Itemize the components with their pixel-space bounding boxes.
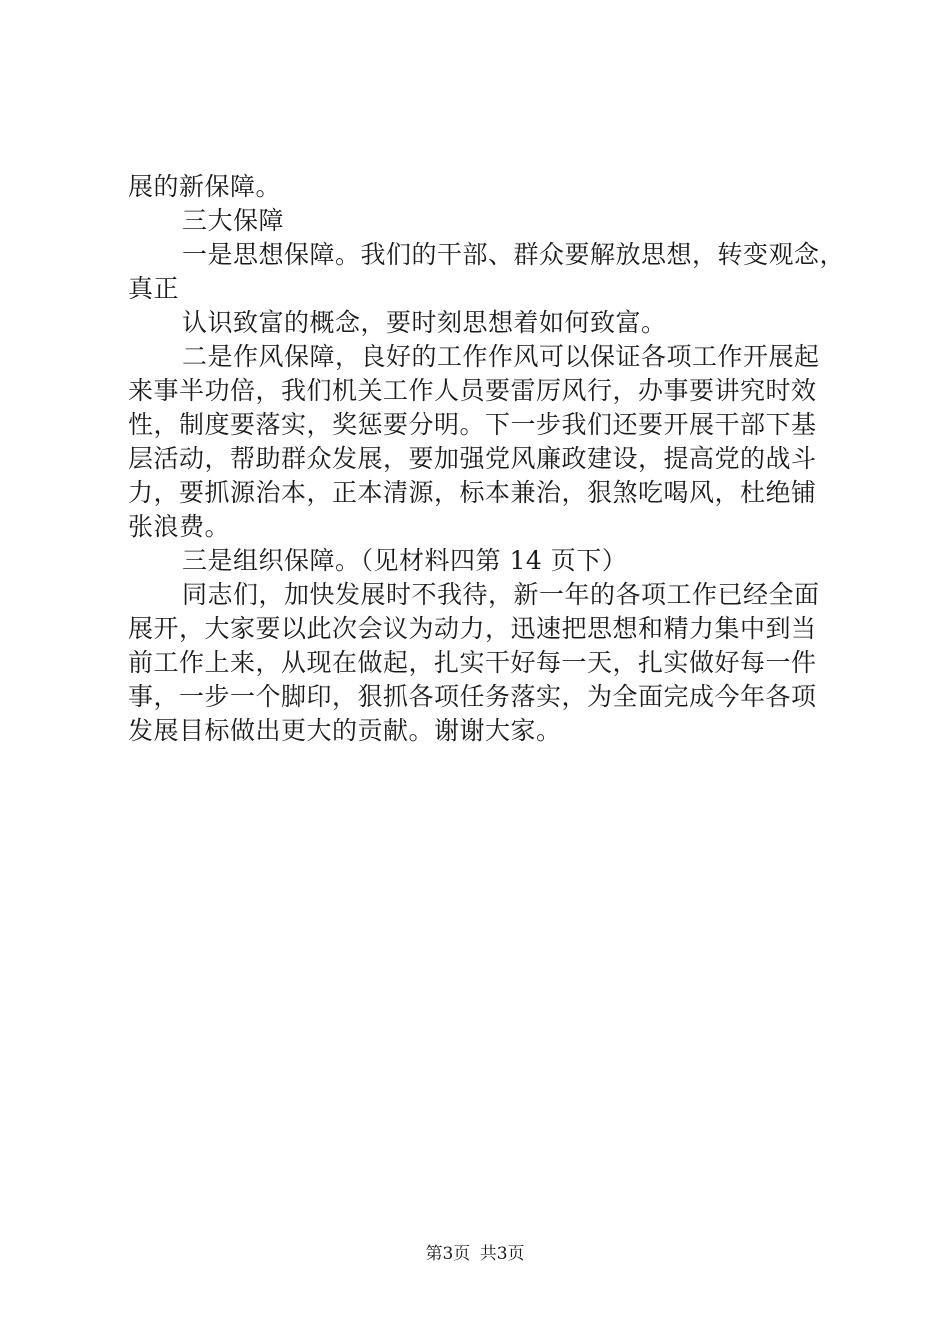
text-line: 张浪费。 (128, 512, 231, 541)
text-line: 前工作上来，从现在做起，扎实干好每一天，扎实做好每一件 (128, 648, 817, 677)
text-line: 展的新保障。 (128, 172, 282, 201)
document-body (128, 170, 846, 748)
text-line: 真正 (128, 274, 180, 303)
text-line: 发展目标做出更大的贡献。谢谢大家。 (128, 716, 562, 745)
text-line: 层活动，帮助群众发展，要加强党风廉政建设，提高党的战斗 (128, 444, 817, 473)
text-line: 三是组织保障。（见材料四第 14 页下） (182, 546, 628, 575)
text-line: 一是思想保障。我们的干部、群众要解放思想，转变观念， (182, 240, 846, 269)
text-line: 展开，大家要以此次会议为动力，迅速把思想和精力集中到当 (128, 614, 817, 643)
text-line: 二是作风保障，良好的工作作风可以保证各项工作开展起 (182, 342, 820, 371)
text-line: 认识致富的概念，要时刻思想着如何致富。 (182, 308, 667, 337)
page-total: 共3页 (479, 1244, 525, 1264)
text-line: 来事半功倍，我们机关工作人员要雷厉风行，办事要讲究时效 (128, 376, 817, 405)
page-footer (0, 1243, 950, 1265)
page-number: 第3页 (425, 1244, 471, 1264)
text-line: 三大保障 (182, 206, 285, 235)
text-line: 事，一步一个脚印，狠抓各项任务落实，为全面完成今年各项 (128, 682, 817, 711)
text-line: 力，要抓源治本，正本清源，标本兼治，狠煞吃喝风，杜绝铺 (128, 478, 817, 507)
text-line: 性，制度要落实，奖惩要分明。下一步我们还要开展干部下基 (128, 410, 817, 439)
text-line: 同志们，加快发展时不我待，新一年的各项工作已经全面 (182, 580, 820, 609)
